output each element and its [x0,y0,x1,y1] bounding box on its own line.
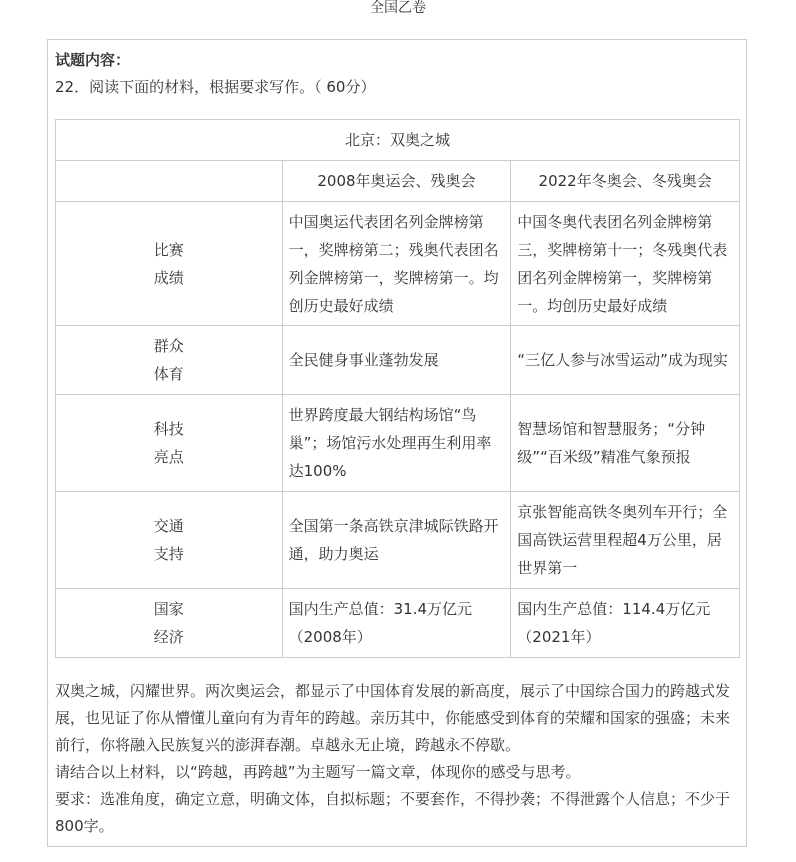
row-label [56,589,283,658]
row-label-line: 群众 [153,337,184,355]
requirements: 要求：选准角度，确定立意，明确文体，自拟标题；不要套作，不得抄袭；不得泄露个人信息；不少于800字。 [55,790,731,835]
row-label-line: 成绩 [153,268,184,287]
question-box [47,39,747,847]
table-header-row [56,161,740,202]
cell-2008: 国内生产总值：31.4万亿元（2008年） [282,589,511,658]
cell-2008: 全国第一条高铁京津城际铁路开通，助力奥运 [282,492,511,589]
table-row [56,202,740,326]
row-label-line: 交通 [153,517,184,535]
table-row [56,326,740,395]
row-label-line: 支持 [153,545,184,563]
cell-2022: “三亿人参与冰雪运动”成为现实 [511,326,740,395]
row-label [56,395,283,492]
table-row [56,492,740,589]
material-paragraph: 双奥之城，闪耀世界。两次奥运会，都显示了中国体育发展的新高度，展示了中国综合国力的跨越式发展，也见证了你从懵懂儿童向有为青年的跨越。亲历其中，你能感受到体育的荣耀和国家的强盛；未来前行，你将融入民族复兴的澎湃春潮。卓越永无止境，跨越永不停歇。 [55,682,731,754]
row-label-line: 体育 [153,365,184,383]
row-label-line: 亮点 [153,448,184,466]
table-header-cell: 2022年冬奥会、冬残奥会 [511,161,740,202]
row-label-line: 科技 [153,420,184,438]
row-label [56,492,283,589]
table-caption-row [56,120,740,161]
table-row [56,589,740,658]
essay-material [55,678,735,840]
row-label-line: 国家 [153,600,184,618]
table-header-cell [56,161,283,202]
table-header-cell: 2008年奥运会、残奥会 [282,161,511,202]
question-prompt: 22．阅读下面的材料，根据要求写作。（ 60分） [55,78,376,96]
table-caption: 北京：双奥之城 [56,120,740,161]
row-label [56,202,283,326]
cell-2022: 国内生产总值：114.4万亿元（2021年） [511,589,740,658]
cell-2022: 中国冬奥代表团名列金牌榜第三，奖牌榜第十一；冬残奥代表团名列金牌榜第一，奖牌榜第一。均创历史最好成绩 [511,202,740,326]
section-heading: 试题内容： [55,51,131,69]
comparison-table [55,119,740,658]
task-instruction: 请结合以上材料，以“跨越，再跨越”为主题写一篇文章，体现你的感受与思考。 [55,763,581,781]
row-label-line: 经济 [153,628,184,646]
cell-2008: 世界跨度最大钢结构场馆“鸟巢”；场馆污水处理再生利用率达100% [282,395,511,492]
table-row [56,395,740,492]
cell-2022: 智慧场馆和智慧服务；“分钟级”“百米级”精准气象预报 [511,395,740,492]
cell-2022: 京张智能高铁冬奥列车开行；全国高铁运营里程超4万公里，居世界第一 [511,492,740,589]
cell-2008: 中国奥运代表团名列金牌榜第一，奖牌榜第二；残奥代表团名列金牌榜第一，奖牌榜第一。均创历史最好成绩 [282,202,511,326]
row-label [56,326,283,395]
cell-2008: 全民健身事业蓬勃发展 [282,326,511,395]
row-label-line: 比赛 [153,240,184,259]
page-title: 全国乙卷 [370,0,426,16]
